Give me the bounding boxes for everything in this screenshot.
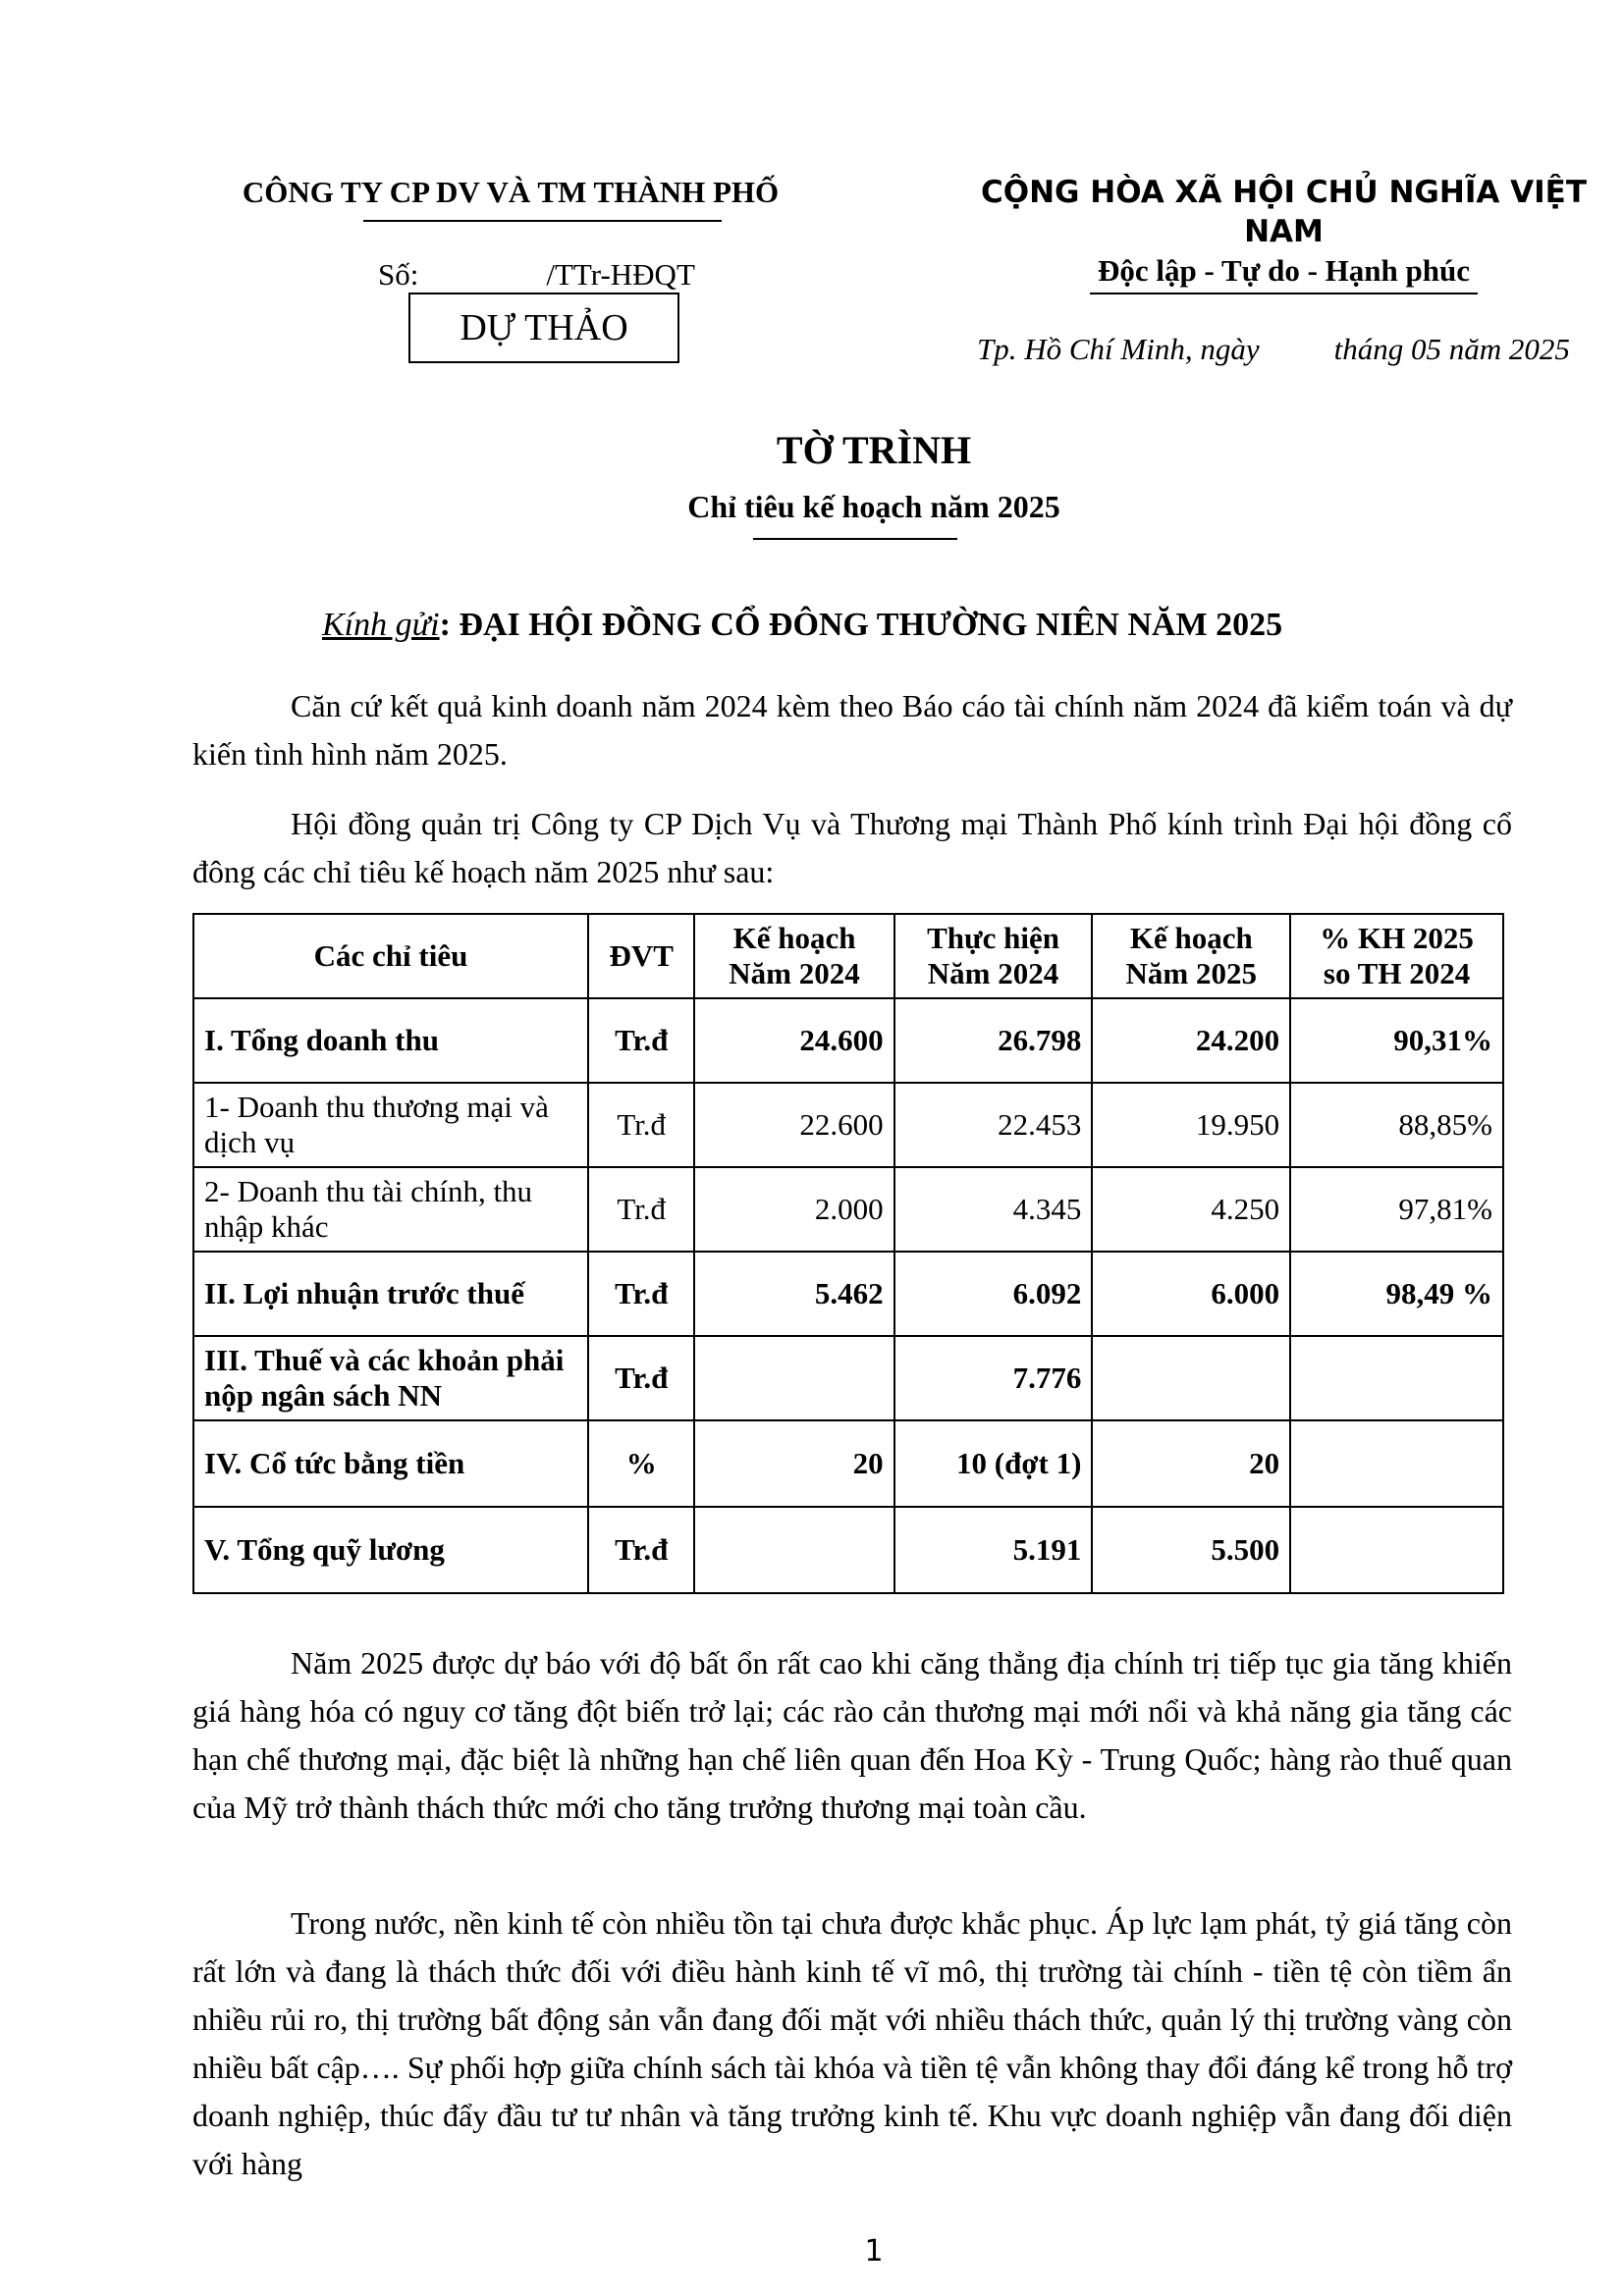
table-row xyxy=(193,1336,1503,1420)
row-indicator: 1- Doanh thu thương mại và dịch vụ xyxy=(193,1083,588,1167)
table-row xyxy=(193,1083,1503,1167)
row-ratio xyxy=(1290,1420,1503,1507)
paragraph-submission: Hội đồng quản trị Công ty CP Dịch Vụ và Thương mại Thành Phố kính trình Đại hội đồng cổ đông các chỉ tiêu kế hoạch năm 2025 như sau: xyxy=(192,806,1512,889)
document-number xyxy=(378,257,695,293)
row-unit: Tr.đ xyxy=(588,1336,694,1420)
header-plan-2024 xyxy=(694,914,893,998)
paragraph-domestic-outlook: Trong nước, nền kinh tế còn nhiều tồn tại chưa được khắc phục. Áp lực lạm phát, tỷ giá tăng còn rất lớn và đang là thách thức đối với điều hành kinh tế vĩ mô, thị trường tài chính - tiền tệ còn tiềm ẩn nhiều rủi ro, thị trường bất động sản vẫn đang đối mặt với nhiều thách thức, quản lý thị trường vàng còn nhiều bất cập…. Sự phối hợp giữa chính sách tài khóa và tiền tệ vẫn không thay đổi đáng kể trong hỗ trợ doanh nghiệp, thúc đẩy đầu tư tư nhân và tăng trưởng kinh tế. Khu vực doanh nghiệp vẫn đang đối diện với hàng xyxy=(192,1905,1512,2181)
header-indicator: Các chỉ tiêu xyxy=(193,914,588,998)
row-plan-2024: 24.600 xyxy=(694,998,893,1083)
addressee-line xyxy=(322,607,1282,644)
header-ratio-line1: % KH 2025 xyxy=(1320,921,1474,955)
row-indicator: II. Lợi nhuận trước thuế xyxy=(193,1252,588,1336)
motto-underline xyxy=(1090,293,1478,294)
addressee-value: ĐẠI HỘI ĐỒNG CỔ ĐÔNG THƯỜNG NIÊN NĂM 2025 xyxy=(450,607,1283,643)
paragraph-global-outlook: Năm 2025 được dự báo với độ bất ổn rất cao khi căng thẳng địa chính trị tiếp tục gia tăng khiến giá hàng hóa có nguy cơ tăng đột biến trở lại; các rào cản thương mại mới nổi và khả năng gia tăng các hạn chế thương mại, đặc biệt là những hạn chế liên quan đến Hoa Kỳ - Trung Quốc; hàng rào thuế quan của Mỹ trở thành thách thức mới cho tăng trưởng thương mại toàn cầu. xyxy=(192,1645,1512,1825)
row-actual-2024: 10 (đợt 1) xyxy=(894,1420,1093,1507)
row-ratio: 97,81% xyxy=(1290,1167,1503,1252)
row-ratio: 98,49 % xyxy=(1290,1252,1503,1336)
national-title-line2: NAM xyxy=(1244,214,1324,249)
row-actual-2024: 26.798 xyxy=(894,998,1093,1083)
table-row xyxy=(193,1507,1503,1593)
row-unit: Tr.đ xyxy=(588,998,694,1083)
table-row xyxy=(193,1252,1503,1336)
row-ratio: 88,85% xyxy=(1290,1083,1503,1167)
row-actual-2024: 7.776 xyxy=(894,1336,1093,1420)
table-row xyxy=(193,1420,1503,1507)
table-row xyxy=(193,998,1503,1083)
paragraph-basis: Căn cứ kết quả kinh doanh năm 2024 kèm theo Báo cáo tài chính năm 2024 đã kiểm toán và dự kiến tình hình năm 2025. xyxy=(192,688,1512,772)
row-unit: Tr.đ xyxy=(588,1083,694,1167)
row-plan-2025 xyxy=(1092,1336,1290,1420)
header-actual-2024 xyxy=(894,914,1093,998)
page-number: 1 xyxy=(864,2234,884,2269)
header-plan-2025-line2: Năm 2025 xyxy=(1125,956,1258,990)
row-actual-2024: 4.345 xyxy=(894,1167,1093,1252)
row-plan-2025: 5.500 xyxy=(1092,1507,1290,1593)
table-header-row xyxy=(193,914,1503,998)
row-ratio xyxy=(1290,1336,1503,1420)
table-row xyxy=(193,1167,1503,1252)
row-plan-2025: 19.950 xyxy=(1092,1083,1290,1167)
row-unit: % xyxy=(588,1420,694,1507)
document-subtitle: Chỉ tiêu kế hoạch năm 2025 xyxy=(687,489,1060,524)
row-plan-2024: 20 xyxy=(694,1420,893,1507)
addressee-label: Kính gửi xyxy=(322,607,440,643)
header-plan-2024-line2: Năm 2024 xyxy=(729,956,860,990)
plan-targets-table xyxy=(192,913,1504,1594)
row-indicator: IV. Cổ tức bằng tiền xyxy=(193,1420,588,1507)
row-indicator: V. Tổng quỹ lương xyxy=(193,1507,588,1593)
header-plan-2024-line1: Kế hoạch xyxy=(732,921,856,955)
date-suffix: tháng 05 năm 2025 xyxy=(1333,332,1570,366)
subtitle-underline xyxy=(753,538,957,540)
date-prefix: Tp. Hồ Chí Minh, ngày xyxy=(977,332,1260,366)
row-plan-2025: 6.000 xyxy=(1092,1252,1290,1336)
row-plan-2024 xyxy=(694,1507,893,1593)
header-unit: ĐVT xyxy=(588,914,694,998)
row-plan-2025: 20 xyxy=(1092,1420,1290,1507)
row-ratio xyxy=(1290,1507,1503,1593)
header-actual-2024-line2: Năm 2024 xyxy=(927,956,1059,990)
row-unit: Tr.đ xyxy=(588,1252,694,1336)
addressee-colon: : xyxy=(439,607,451,643)
row-unit: Tr.đ xyxy=(588,1507,694,1593)
row-plan-2024: 2.000 xyxy=(694,1167,893,1252)
date-line xyxy=(977,332,1615,367)
doc-number-suffix: /TTr-HĐQT xyxy=(546,257,695,292)
company-underline xyxy=(363,220,722,222)
row-plan-2025: 24.200 xyxy=(1092,998,1290,1083)
row-ratio: 90,31% xyxy=(1290,998,1503,1083)
doc-number-label: Số: xyxy=(378,257,419,292)
row-indicator: III. Thuế và các khoản phải nộp ngân sách NN xyxy=(193,1336,588,1420)
header-plan-2025-line1: Kế hoạch xyxy=(1129,921,1253,955)
national-title xyxy=(957,173,1610,251)
header-ratio xyxy=(1290,914,1503,998)
row-unit: Tr.đ xyxy=(588,1167,694,1252)
row-actual-2024: 6.092 xyxy=(894,1252,1093,1336)
national-motto: Độc lập - Tự do - Hạnh phúc xyxy=(1098,253,1470,288)
row-plan-2025: 4.250 xyxy=(1092,1167,1290,1252)
row-indicator: 2- Doanh thu tài chính, thu nhập khác xyxy=(193,1167,588,1252)
header-actual-2024-line1: Thực hiện xyxy=(927,921,1059,955)
draft-stamp: DỰ THẢO xyxy=(408,293,679,363)
row-plan-2024: 22.600 xyxy=(694,1083,893,1167)
header-ratio-line2: so TH 2024 xyxy=(1323,956,1471,990)
row-actual-2024: 22.453 xyxy=(894,1083,1093,1167)
row-plan-2024 xyxy=(694,1336,893,1420)
company-name: CÔNG TY CP DV VÀ TM THÀNH PHỐ xyxy=(242,175,780,209)
national-title-line1: CỘNG HÒA XÃ HỘI CHỦ NGHĨA VIỆT xyxy=(980,175,1587,210)
header-plan-2025 xyxy=(1092,914,1290,998)
row-actual-2024: 5.191 xyxy=(894,1507,1093,1593)
document-title: TỜ TRÌNH xyxy=(776,428,972,472)
row-plan-2024: 5.462 xyxy=(694,1252,893,1336)
row-indicator: I. Tổng doanh thu xyxy=(193,998,588,1083)
